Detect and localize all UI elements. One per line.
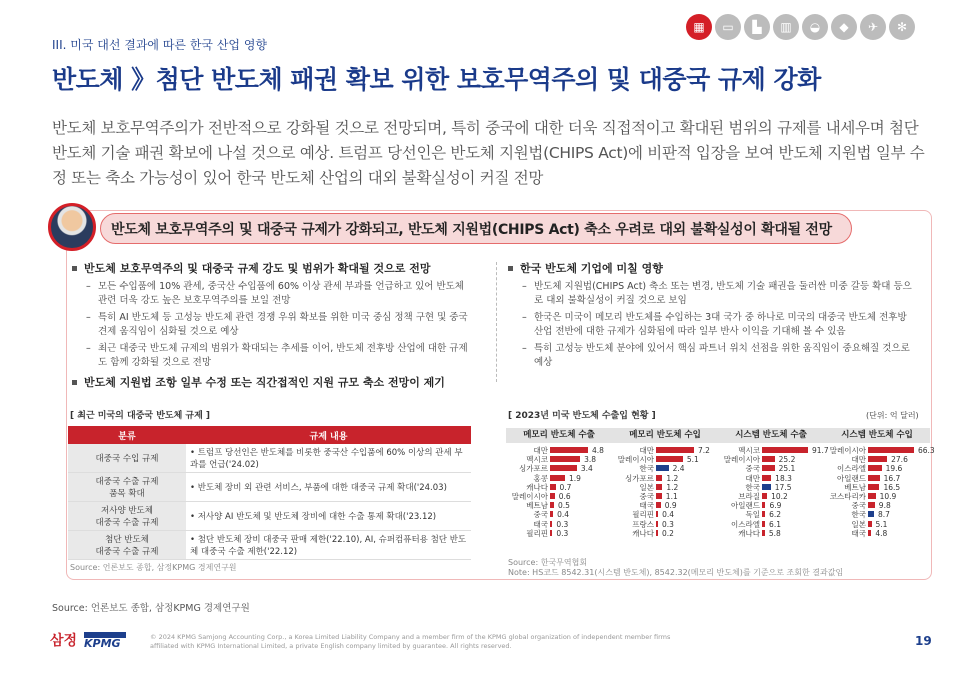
left-heading-1: 반도체 보호무역주의 및 대중국 규제 강도 및 범위가 확대될 것으로 전망: [70, 262, 470, 276]
bar: [868, 456, 887, 462]
trade-charts: [506, 428, 935, 552]
category-label: 베트남: [526, 501, 548, 511]
value-label: 1.2: [666, 473, 679, 483]
category-label: 멕시코: [738, 446, 760, 455]
chart-row: [612, 483, 718, 492]
category-label: 멕시코: [526, 455, 548, 465]
table-row: [68, 473, 471, 502]
table-row: [68, 502, 471, 531]
bar: [656, 456, 683, 462]
bar: [656, 521, 658, 527]
chart-row: [612, 501, 718, 510]
value-label: 6.2: [769, 510, 782, 520]
category-label: 캐나다: [632, 528, 654, 538]
category-label: 아일랜드: [837, 473, 866, 483]
factory-icon[interactable]: ▙: [744, 14, 770, 40]
category-label: 이스라엘: [731, 519, 760, 529]
bar: [550, 465, 577, 471]
chart-row: [718, 510, 824, 519]
chart-title: 시스템 반도체 수출: [718, 428, 824, 443]
column-divider: [496, 262, 497, 382]
left-bullet: – 최근 대중국 반도체 규제의 범위가 확대되는 추세를 이어, 반도체 전후방 산업에 대한 규제도 함께 강화될 것으로 전망: [70, 342, 470, 370]
bar: [762, 456, 775, 462]
value-label: 16.7: [883, 473, 901, 483]
category-label: 일본: [851, 519, 866, 529]
chart-title: 메모리 반도체 수출: [506, 428, 612, 443]
copyright: © 2024 KPMG Samjong Accounting Corp., a Korea Limited Liability Company and a member firm of the KPMG global organization of independent member firms affiliated with KPMG International Limited, a private English company limited by guarantee. All rights reserved.: [150, 633, 671, 650]
bar-chart: [824, 428, 935, 538]
reg-category: 대중국 수출 규제 품목 확대: [68, 473, 186, 502]
value-label: 25.1: [778, 464, 796, 474]
category-label: 캐나다: [738, 528, 760, 538]
value-label: 1.1: [665, 491, 678, 501]
chart-row: [824, 446, 935, 455]
left-bullet: – 모든 수입품에 10% 관세, 중국산 수입품에 60% 이상 관세 부과를 언급하고 있어 반도체 관련 더욱 강도 높은 보호무역주의를 보일 전망: [70, 280, 470, 308]
regulation-table: [68, 426, 471, 560]
chart-row: [506, 464, 612, 473]
category-label: 일본: [639, 482, 654, 492]
chart-row: [506, 520, 612, 529]
value-label: 0.5: [557, 501, 570, 511]
chart-row: [824, 492, 930, 501]
category-label: 필리핀: [632, 510, 654, 520]
right-bullet: – 한국은 미국이 메모리 반도체를 수입하는 3대 국가 중 하나로 미국의 대중국 반도체 전후방 산업 전반에 대한 규제가 심화됨에 따라 일부 반사 이익을 기대해 볼 수 있음: [506, 311, 916, 339]
left-bullet: – 특히 AI 반도체 등 고성능 반도체 관련 경쟁 우위 확보를 위한 미국 중심 정책 구현 및 중국 견제 움직임이 심화될 것으로 예상: [70, 311, 470, 339]
building-icon[interactable]: ▥: [773, 14, 799, 40]
category-label: 대만: [639, 446, 654, 455]
bar: [868, 475, 880, 481]
reg-table-title: [ 최근 미국의 대중국 반도체 규제 ]: [70, 411, 211, 421]
ship-icon[interactable]: ◒: [802, 14, 828, 40]
value-label: 66.3: [918, 446, 935, 455]
table-header: 규제 내용: [186, 426, 471, 444]
bar: [868, 530, 871, 536]
value-label: 2.4: [672, 464, 685, 474]
value-label: 91.7: [812, 446, 829, 455]
value-label: 10.2: [771, 491, 788, 501]
chart-row: [506, 501, 612, 510]
value-label: 4.8: [875, 528, 888, 538]
reg-category: 첨단 반도체 대중국 수출 규제: [68, 531, 186, 560]
bar: [656, 447, 694, 453]
bar: [550, 530, 552, 536]
table-row: [68, 531, 471, 560]
chart-row: [824, 464, 930, 473]
chart-row: [718, 520, 824, 529]
bar: [550, 447, 588, 453]
bar: [762, 521, 765, 527]
chart-row: [718, 474, 824, 483]
section-label: III. 미국 대선 결과에 따른 한국 산업 영향: [52, 38, 268, 52]
bar: [762, 502, 765, 508]
chart-row: [824, 483, 930, 492]
category-label: 태국: [851, 528, 866, 538]
chart-row: [506, 455, 612, 464]
reg-category: 대중국 수입 규제: [68, 444, 186, 473]
page-number: 19: [915, 634, 932, 648]
right-bullet: – 반도체 지원법(CHIPS Act) 축소 또는 변경, 반도체 기술 패권을 둘러싼 미중 갈등 확대 등으로 대외 불확실성이 커질 것으로 보임: [506, 280, 916, 308]
bar: [868, 493, 876, 499]
bar: [550, 456, 580, 462]
bar: [868, 484, 879, 490]
plane-icon[interactable]: ✈: [860, 14, 886, 40]
value-label: 17.5: [774, 482, 792, 492]
category-label: 필리핀: [526, 528, 548, 538]
category-label: 말레이시아: [723, 455, 760, 465]
chart-row: [824, 529, 930, 538]
value-label: 0.7: [559, 482, 572, 492]
bar: [656, 530, 658, 536]
value-label: 0.4: [662, 510, 675, 520]
category-label: 홍콩: [533, 473, 548, 483]
left-heading-2: 반도체 지원법 조항 일부 수정 또는 직간접적인 지원 규모 축소 전망이 제기: [70, 376, 470, 390]
chart-row: [612, 529, 718, 538]
category-label: 베트남: [844, 482, 866, 492]
bar: [550, 511, 553, 517]
category-label: 한국: [639, 464, 654, 474]
chart-row: [824, 474, 930, 483]
table-row: [68, 444, 471, 473]
chart-title: 시스템 반도체 수입: [824, 428, 930, 443]
samjong-logo: 삼정: [50, 633, 78, 649]
chart-row: [718, 464, 824, 473]
bar: [550, 475, 565, 481]
chart-unit: (단위: 억 달러): [866, 411, 919, 420]
category-label: 캐나다: [526, 482, 548, 492]
category-label: 말레이시아: [829, 446, 866, 455]
chart-row: [612, 510, 718, 519]
chart-row: [506, 492, 612, 501]
right-column: [506, 262, 916, 373]
chart-row: [612, 520, 718, 529]
value-label: 27.6: [891, 455, 908, 465]
oil-icon[interactable]: ◆: [831, 14, 857, 40]
value-label: 0.4: [557, 510, 570, 520]
bar: [550, 521, 552, 527]
bar: [550, 502, 554, 508]
category-label: 태국: [533, 519, 548, 529]
category-label: 한국: [745, 482, 760, 492]
category-label: 이스라엘: [837, 464, 866, 474]
category-label: 프랑스: [632, 519, 654, 529]
chart-note: Note: HS코드 8542.31(시스템 반도체), 8542.32(메모리 반도체)를 기준으로 조회한 결과값임: [508, 568, 844, 577]
category-label: 한국: [851, 510, 866, 520]
footer-source: Source: 언론보도 종합, 삼정KPMG 경제연구원: [52, 603, 250, 614]
intro-paragraph: 반도체 보호무역주의가 전반적으로 강화될 것으로 전망되며, 특히 중국에 대한 더욱 직접적이고 확대된 범위의 규제를 내세우며 첨단 반도체 기술 패권 확보에 나설 것으로 예상. 트럼프 당선인은 반도체 지원법(CHIPS Act)에 비판적 입장을 보여 반도체 지원법 일부 수정 또는 축소 가능성이 있어 한국 반도체 산업의 대외 불확실성이 커질 전망: [52, 119, 925, 187]
chart-row: [824, 455, 930, 464]
bar: [762, 484, 771, 490]
value-label: 7.2: [698, 446, 710, 455]
value-label: 1.2: [666, 482, 679, 492]
value-label: 18.3: [775, 473, 792, 483]
value-label: 16.5: [883, 482, 901, 492]
chart-row: [612, 474, 718, 483]
value-label: 0.3: [556, 528, 569, 538]
bar: [762, 447, 808, 453]
category-label: 말레이시아: [511, 491, 548, 501]
value-label: 8.7: [878, 510, 890, 520]
page-title: 반도체 》첨단 반도체 패권 확보 위한 보호무역주의 및 대중국 규제 강화: [52, 65, 821, 94]
chart-row: [612, 492, 718, 501]
category-label: 중국: [851, 501, 866, 511]
chart-row: [506, 474, 612, 483]
value-label: 0.3: [662, 519, 674, 529]
bar: [656, 493, 662, 499]
chart-row: [718, 455, 824, 464]
bar: [656, 475, 662, 481]
key-message-banner: 반도체 보호무역주의 및 대중국 규제가 강화되고, 반도체 지원법(CHIPS Act) 축소 우려로 대외 불확실성이 확대될 전망: [100, 213, 852, 244]
right-bullet: – 특히 고성능 반도체 분야에 있어서 핵심 파트너 위치 선점을 위한 움직임이 중요해질 것으로 예상: [506, 342, 916, 370]
value-label: 6.9: [769, 501, 782, 511]
bar-chart: [612, 428, 718, 538]
value-label: 19.6: [885, 464, 903, 474]
category-label: 태국: [639, 501, 654, 511]
category-label: 중국: [639, 491, 654, 501]
bar: [656, 484, 662, 490]
bar-chart: [718, 428, 829, 538]
table-header: 분류: [68, 426, 186, 444]
chart-row: [506, 529, 612, 538]
reg-content: • 트럼프 당선인은 반도체를 비롯한 중국산 수입품에 60% 이상의 관세 부과를 언급('24.02): [186, 444, 471, 473]
category-label: 코스타리카: [829, 491, 866, 501]
chart-row: [612, 455, 718, 464]
value-label: 0.9: [664, 501, 677, 511]
category-label: 대만: [745, 473, 760, 483]
category-label: 아일랜드: [731, 501, 760, 511]
chart-row: [718, 483, 824, 492]
bar: [868, 511, 874, 517]
bar: [656, 511, 658, 517]
chart-row: [506, 446, 612, 455]
right-heading: 한국 반도체 기업에 미칠 영향: [506, 262, 916, 276]
kpmg-logo: KPMG: [84, 632, 126, 646]
chart-row: [506, 483, 612, 492]
table-source: Source: 언론보도 종합, 삼정KPMG 경제연구원: [70, 563, 237, 572]
value-label: 9.8: [878, 501, 891, 511]
chart-row: [718, 501, 824, 510]
value-label: 0.2: [662, 528, 674, 538]
bar: [762, 493, 767, 499]
value-label: 25.2: [778, 455, 796, 465]
bar: [868, 521, 872, 527]
chart-row: [718, 446, 829, 455]
gear-icon[interactable]: ✻: [889, 14, 915, 40]
bar: [762, 511, 765, 517]
value-label: 5.1: [686, 455, 699, 465]
chart-title: 메모리 반도체 수입: [612, 428, 718, 443]
value-label: 1.9: [569, 473, 581, 483]
category-label: 말레이시아: [617, 455, 654, 465]
reg-category: 저사양 반도체 대중국 수출 규제: [68, 502, 186, 531]
category-label: 중국: [533, 510, 548, 520]
chart-source: Source: 한국무역협회: [508, 558, 588, 567]
chip-icon[interactable]: ▦: [686, 14, 712, 40]
chart-row: [824, 510, 930, 519]
industry-icon-bar: [686, 14, 915, 40]
reg-content: • 저사양 AI 반도체 및 반도체 장비에 대한 수출 통제 확대('23.12): [186, 502, 471, 531]
value-label: 5.1: [875, 519, 888, 529]
bar: [656, 502, 661, 508]
value-label: 6.1: [769, 519, 781, 529]
category-label: 싱가포르: [519, 464, 548, 474]
category-label: 대만: [851, 455, 866, 465]
chart-row: [718, 529, 824, 538]
value-label: 10.9: [879, 491, 897, 501]
left-column: [70, 262, 470, 394]
bar: [868, 465, 882, 471]
bar: [656, 465, 669, 471]
value-label: 0.6: [558, 491, 571, 501]
value-label: 0.3: [556, 519, 569, 529]
bar: [868, 502, 875, 508]
value-label: 4.8: [592, 446, 604, 455]
bar: [868, 447, 914, 453]
reg-content: • 첨단 반도체 장비 대중국 판매 제한('22.10), AI, 슈퍼컴퓨터용 첨단 반도체 대중국 수출 제한('22.12): [186, 531, 471, 560]
chart-row: [612, 446, 718, 455]
value-label: 3.4: [580, 464, 593, 474]
chart-row: [718, 492, 824, 501]
bar-chart: [506, 428, 612, 538]
chart-row: [612, 464, 718, 473]
bar: [550, 484, 556, 490]
category-label: 브라질: [738, 491, 760, 501]
category-label: 싱가포르: [625, 473, 654, 483]
bar: [550, 493, 555, 499]
category-label: 독일: [745, 510, 760, 520]
value-label: 5.8: [768, 528, 781, 538]
bar: [762, 465, 775, 471]
chart-panel-title: [ 2023년 미국 반도체 수출입 현황 ]: [508, 411, 656, 421]
chart-row: [824, 501, 930, 510]
bar: [762, 530, 765, 536]
reg-content: • 반도체 장비 외 관련 서비스, 부품에 대한 대중국 규제 확대('24.03): [186, 473, 471, 502]
category-label: 대만: [533, 446, 548, 455]
car-icon[interactable]: ▭: [715, 14, 741, 40]
chart-row: [824, 520, 930, 529]
chart-row: [506, 510, 612, 519]
value-label: 3.8: [584, 455, 597, 465]
category-label: 중국: [745, 464, 760, 474]
bar: [762, 475, 771, 481]
trump-photo: [48, 203, 96, 251]
